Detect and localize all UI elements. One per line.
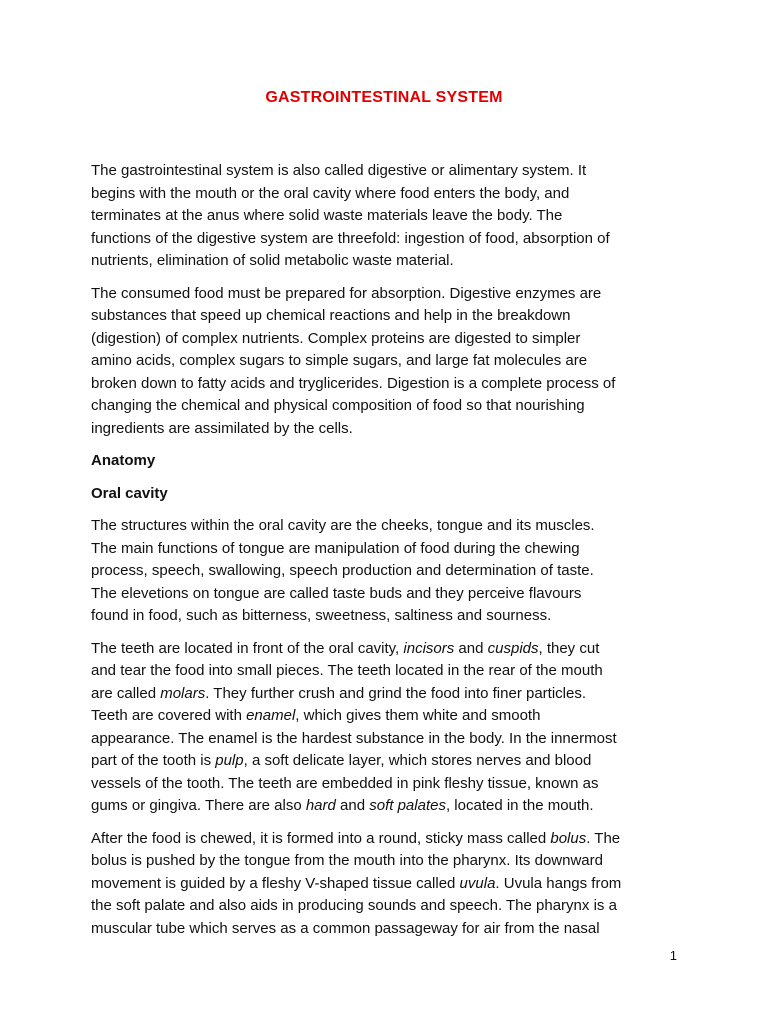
text-segment: are called (91, 684, 161, 702)
italic-term: pulp (215, 752, 244, 769)
text-line (91, 750, 691, 773)
paragraph (91, 283, 691, 441)
italic-term: molars (160, 684, 206, 702)
italic-term: enamel (246, 707, 296, 724)
text-segment: movement is guided by a fleshy V-shaped tissue called (91, 874, 460, 892)
italic-term: uvula (459, 874, 496, 892)
text-segment: gums or gingiva. There are also (91, 797, 306, 814)
text-line (91, 515, 691, 538)
text-line (91, 250, 691, 273)
text-segment: The elevetions on tongue are called taste buds and they perceive flavours (91, 584, 582, 602)
text-line (91, 828, 691, 851)
text-line (91, 228, 691, 251)
text-segment: functions of the digestive system are threefold: ingestion of food, absorption of (91, 229, 610, 247)
text-segment: ingredients are assimilated by the cells. (91, 419, 353, 437)
text-segment: broken down to fatty acids and tryglicerides. Digestion is a complete process of (91, 374, 616, 392)
text-segment: begins with the mouth or the oral cavity where food enters the body, and (91, 184, 570, 202)
italic-term: incisors (403, 639, 455, 657)
text-line (91, 850, 691, 873)
text-line (91, 583, 691, 606)
page-number: 1 (669, 948, 677, 963)
text-line (91, 305, 691, 328)
text-line (91, 638, 691, 661)
text-segment: substances that speed up chemical reactions and help in the breakdown (91, 307, 571, 324)
text-segment: part of the tooth is (91, 752, 216, 769)
text-segment: . Uvula hangs from (495, 874, 622, 892)
text-line (91, 918, 691, 941)
text-segment: bolus is pushed by the tongue from the mouth into the pharynx. Its downward (91, 852, 603, 869)
text-segment: vessels of the tooth. The teeth are embedded in pink fleshy tissue, known as (91, 774, 599, 792)
text-segment: The structures within the oral cavity are the cheeks, tongue and its muscles. (91, 517, 595, 534)
paragraph (91, 638, 691, 818)
text-line (91, 205, 691, 228)
text-segment: (digestion) of complex nutrients. Complex proteins are digested to simpler (91, 329, 581, 347)
text-segment: After the food is chewed, it is formed into a round, sticky mass called (91, 829, 551, 847)
italic-term: bolus (550, 829, 587, 847)
text-line (91, 773, 691, 796)
text-segment: The teeth are located in front of the oral cavity, (91, 639, 404, 657)
text-segment: and (335, 797, 370, 814)
text-line (91, 418, 691, 441)
text-segment: nutrients, elimination of solid metabolic waste material. (91, 252, 454, 269)
text-segment: The main functions of tongue are manipulation of food during the chewing (91, 539, 580, 557)
text-line (91, 728, 691, 751)
text-segment: , a soft delicate layer, which stores nerves and blood (243, 752, 592, 769)
text-segment: , located in the mouth. (445, 797, 594, 814)
text-segment: , which gives them white and smooth (295, 707, 541, 724)
text-segment: The gastrointestinal system is also called digestive or alimentary system. It (91, 162, 587, 179)
text-line (91, 660, 691, 683)
text-segment: muscular tube which serves as a common passageway for air from the nasal (91, 919, 600, 937)
text-segment: . They further crush and grind the food into finer particles. (205, 684, 586, 702)
text-segment: terminates at the anus where solid waste materials leave the body. The (91, 207, 563, 224)
italic-term: hard (305, 797, 336, 814)
text-line (91, 683, 691, 706)
paragraph (91, 160, 691, 273)
text-line (91, 350, 691, 373)
text-segment: process, speech, swallowing, speech production and determination of taste. (91, 562, 594, 579)
text-segment: , they cut (538, 639, 600, 657)
paragraph (91, 828, 691, 941)
text-segment: and (454, 639, 488, 657)
text-segment: and tear the food into small pieces. The teeth located in the rear of the mouth (91, 662, 603, 679)
text-line (91, 605, 691, 628)
text-line (91, 895, 691, 918)
text-line (91, 373, 691, 396)
text-line (91, 395, 691, 418)
page-title: GASTROINTESTINAL SYSTEM (265, 89, 503, 106)
text-segment: the soft palate and also aids in producing sounds and speech. The pharynx is a (91, 897, 617, 914)
text-line (91, 160, 691, 183)
text-segment: appearance. The enamel is the hardest substance in the body. In the innermost (91, 729, 617, 747)
text-line (91, 560, 691, 583)
text-line (91, 705, 691, 728)
italic-term: cuspids (487, 639, 539, 657)
text-line (91, 283, 691, 306)
text-line (91, 795, 691, 818)
text-segment: changing the chemical and physical composition of food so that nourishing (91, 397, 585, 414)
text-line (91, 183, 691, 206)
text-line (91, 328, 691, 351)
paragraph (91, 515, 691, 628)
italic-term: soft palates (369, 797, 446, 814)
text-segment: Teeth are covered with (91, 707, 247, 724)
text-line (91, 538, 691, 561)
text-segment: amino acids, complex sugars to simple sugars, and large fat molecules are (91, 352, 588, 369)
text-segment: . The (586, 829, 621, 847)
text-segment: found in food, such as bitterness, sweetness, saltiness and sourness. (91, 607, 552, 624)
document-body (91, 160, 691, 950)
section-heading: Anatomy (91, 452, 156, 469)
text-line (91, 873, 691, 896)
text-segment: The consumed food must be prepared for absorption. Digestive enzymes are (91, 284, 602, 302)
section-heading: Oral cavity (91, 484, 168, 502)
